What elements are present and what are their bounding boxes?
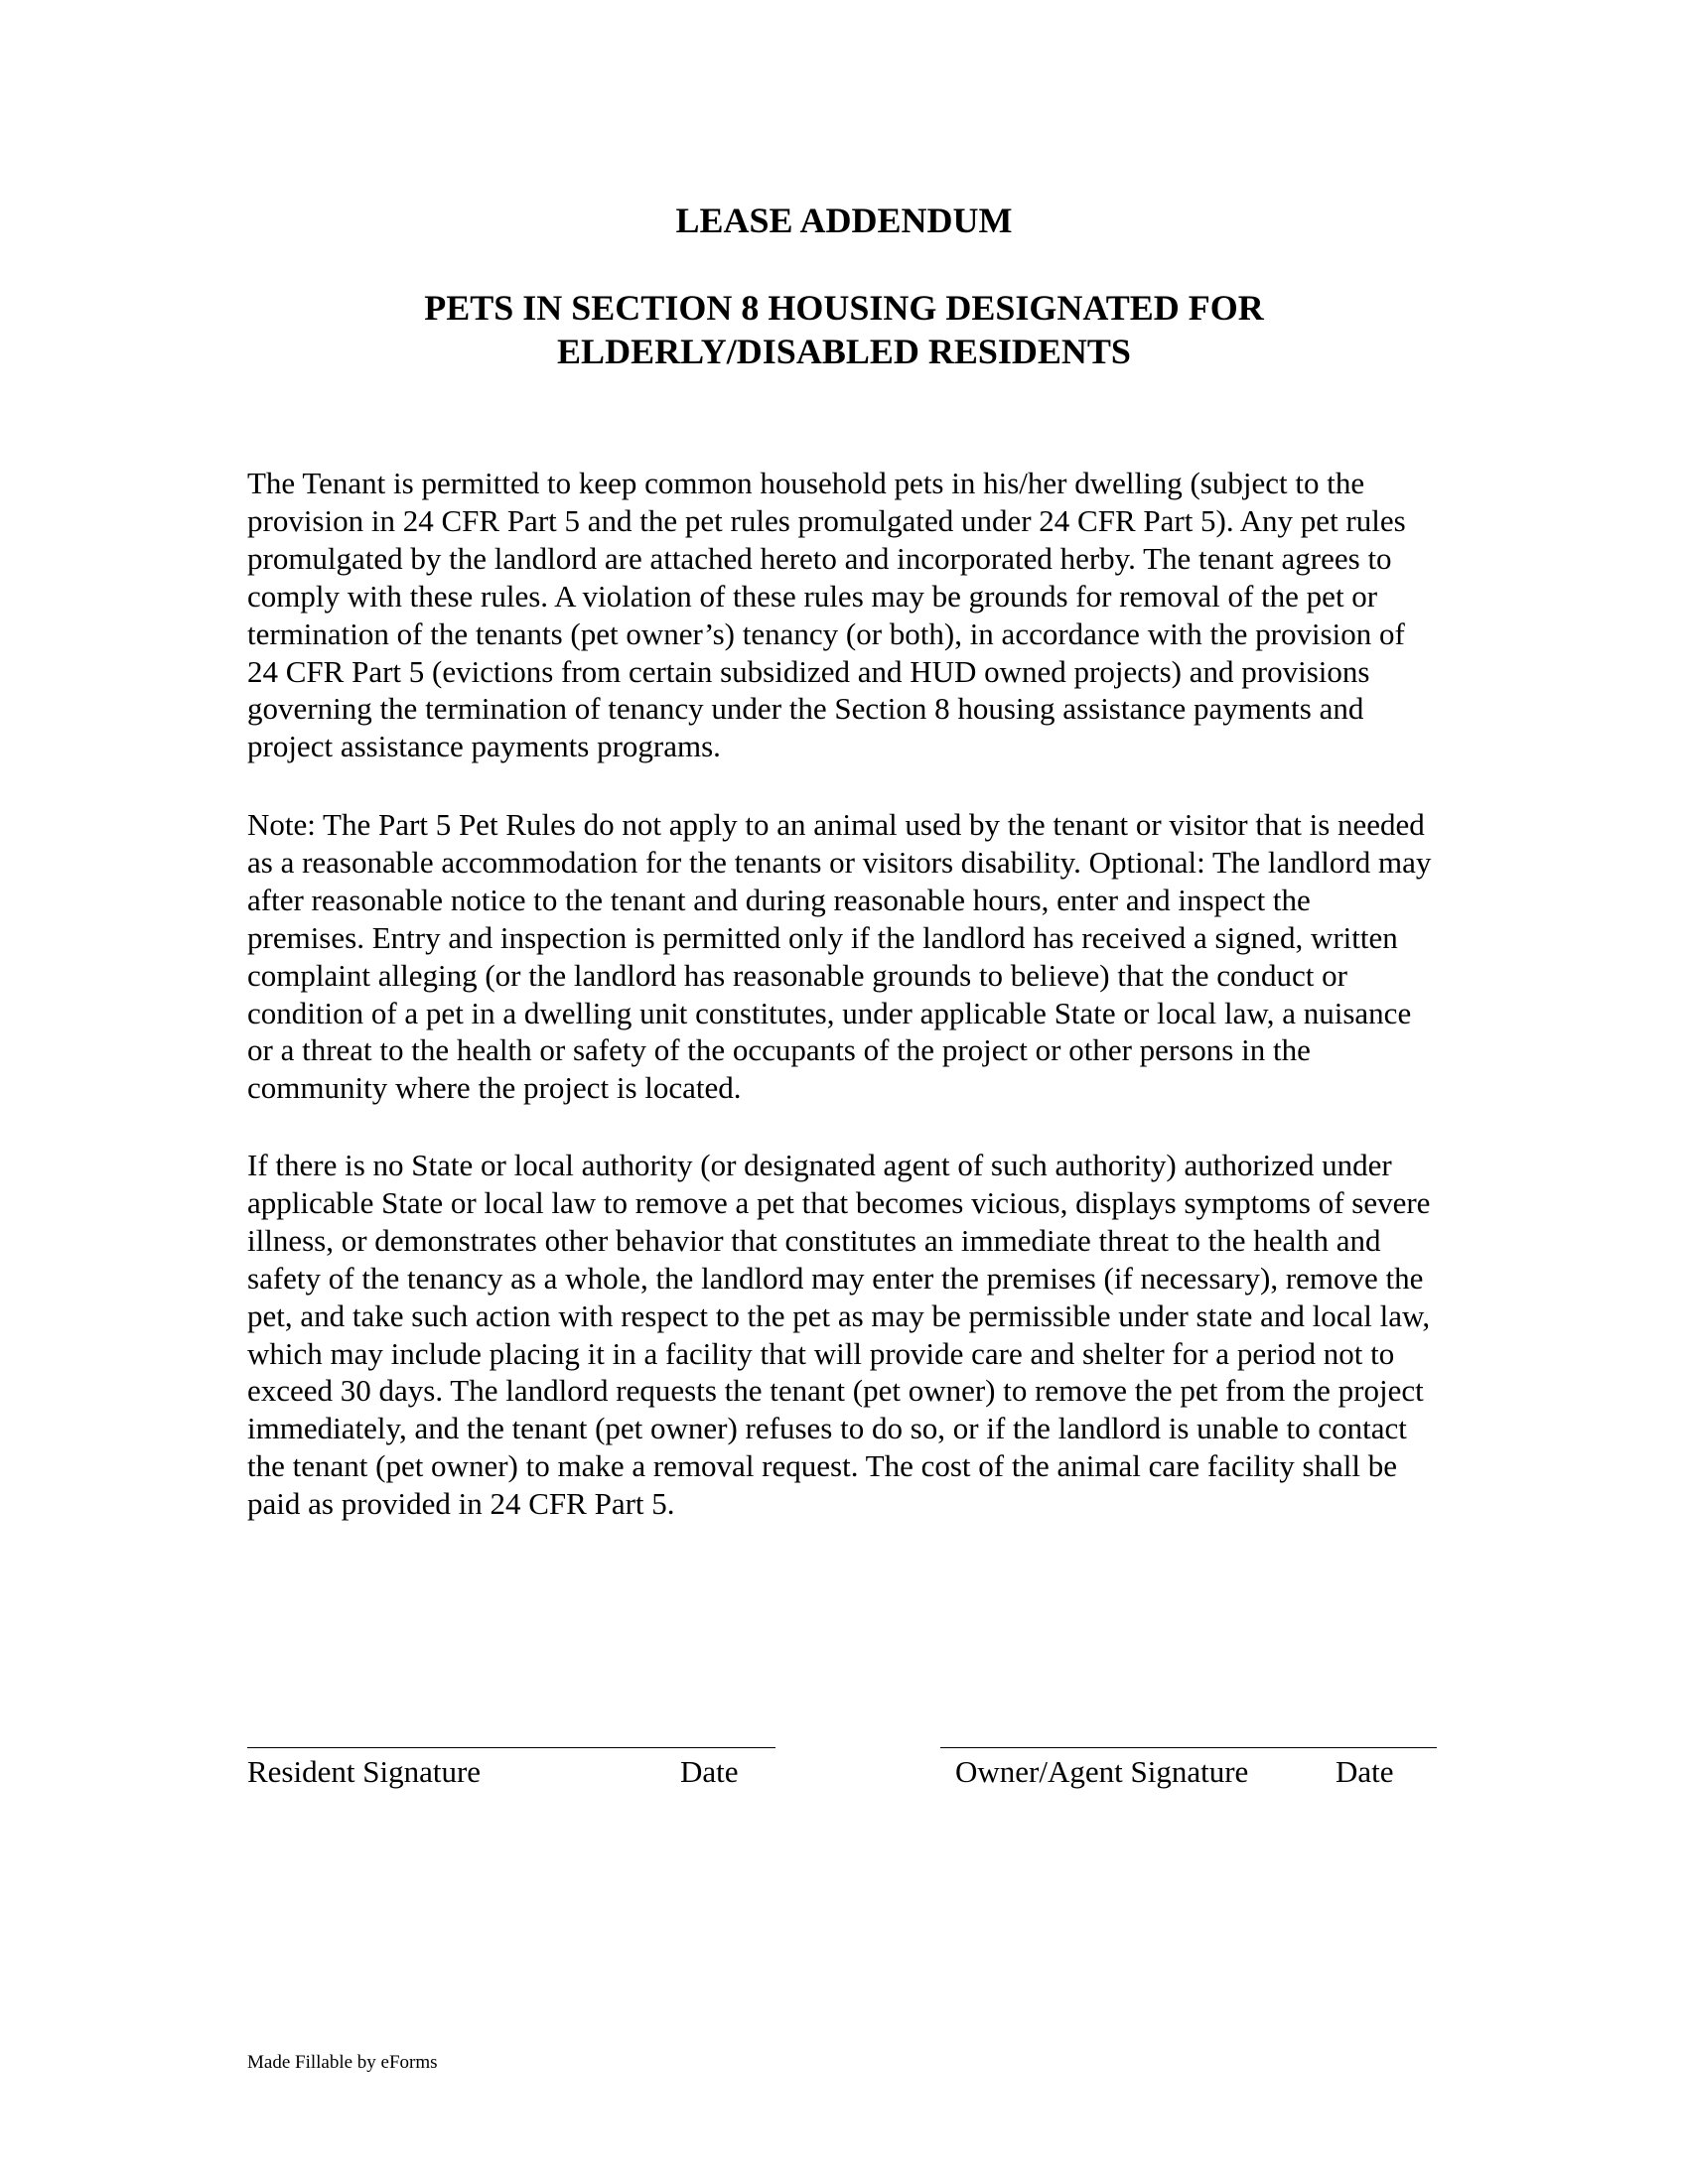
document-title: LEASE ADDENDUM bbox=[675, 201, 1013, 240]
owner-signature-line[interactable] bbox=[940, 1747, 1437, 1748]
subtitle-line-1: PETS IN SECTION 8 HOUSING DESIGNATED FOR bbox=[424, 288, 1264, 328]
resident-signature-label: Resident Signature bbox=[247, 1754, 482, 1789]
owner-date-label: Date bbox=[1336, 1754, 1394, 1789]
paragraph-permission: The Tenant is permitted to keep common household pets in his/her dwelling (subject to the provision in 24 CFR Part 5 and the pet rules promulgated under 24 CFR Part 5). Any pet rules promulgated by the landlord are attached hereto and incorporated herby. The tenant agrees to comply with these rules. A violation of these rules may be grounds for removal of the pet or termination of the tenants (pet owner’s) tenancy (or both), in accordance with the provision of 24 CFR Part 5 (evictions from certain subsidized and HUD owned projects) and provisions governing the termination of tenancy under the Section 8 housing assistance payments and project assistance payments programs. bbox=[247, 466, 1406, 764]
owner-signature-label: Owner/Agent Signature bbox=[955, 1754, 1249, 1789]
paragraph-note: Note: The Part 5 Pet Rules do not apply to an animal used by the tenant or visitor that is needed as a reasonable accommodation for the tenants or visitors disability. Optional: The landlord may after reasonable notice to the tenant and during reasonable hours, enter and inspect the premises. Entry and inspection is permitted only if the landlord has received a signed, written complaint alleging (or the landlord has reasonable grounds to believe) that the conduct or condition of a pet in a dwelling unit constitutes, under applicable State or local law, a nuisance or a threat to the health or safety of the occupants of the project or other persons in the community where the project is located. bbox=[247, 807, 1432, 1106]
footer-note: Made Fillable by eForms bbox=[247, 2052, 438, 2073]
resident-date-label: Date bbox=[680, 1754, 739, 1789]
document-subtitle bbox=[248, 286, 1440, 373]
resident-signature-line[interactable] bbox=[247, 1747, 775, 1748]
subtitle-line-2: ELDERLY/DISABLED RESIDENTS bbox=[557, 332, 1131, 371]
paragraph-removal: If there is no State or local authority (or designated agent of such authority) authorized under applicable State or local law to remove a pet that becomes vicious, displays symptoms of severe illness, or demonstrates other behavior that constitutes an immediate threat to the health and safety of the tenancy as a whole, the landlord may enter the premises (if necessary), remove the pet, and take such action with respect to the pet as may be permissible under state and local law, which may include placing it in a facility that will provide care and shelter for a period not to exceed 30 days. The landlord requests the tenant (pet owner) to remove the pet from the project immediately, and the tenant (pet owner) refuses to do so, or if the landlord is unable to contact the tenant (pet owner) to make a removal request. The cost of the animal care facility shall be paid as provided in 24 CFR Part 5. bbox=[247, 1148, 1431, 1522]
